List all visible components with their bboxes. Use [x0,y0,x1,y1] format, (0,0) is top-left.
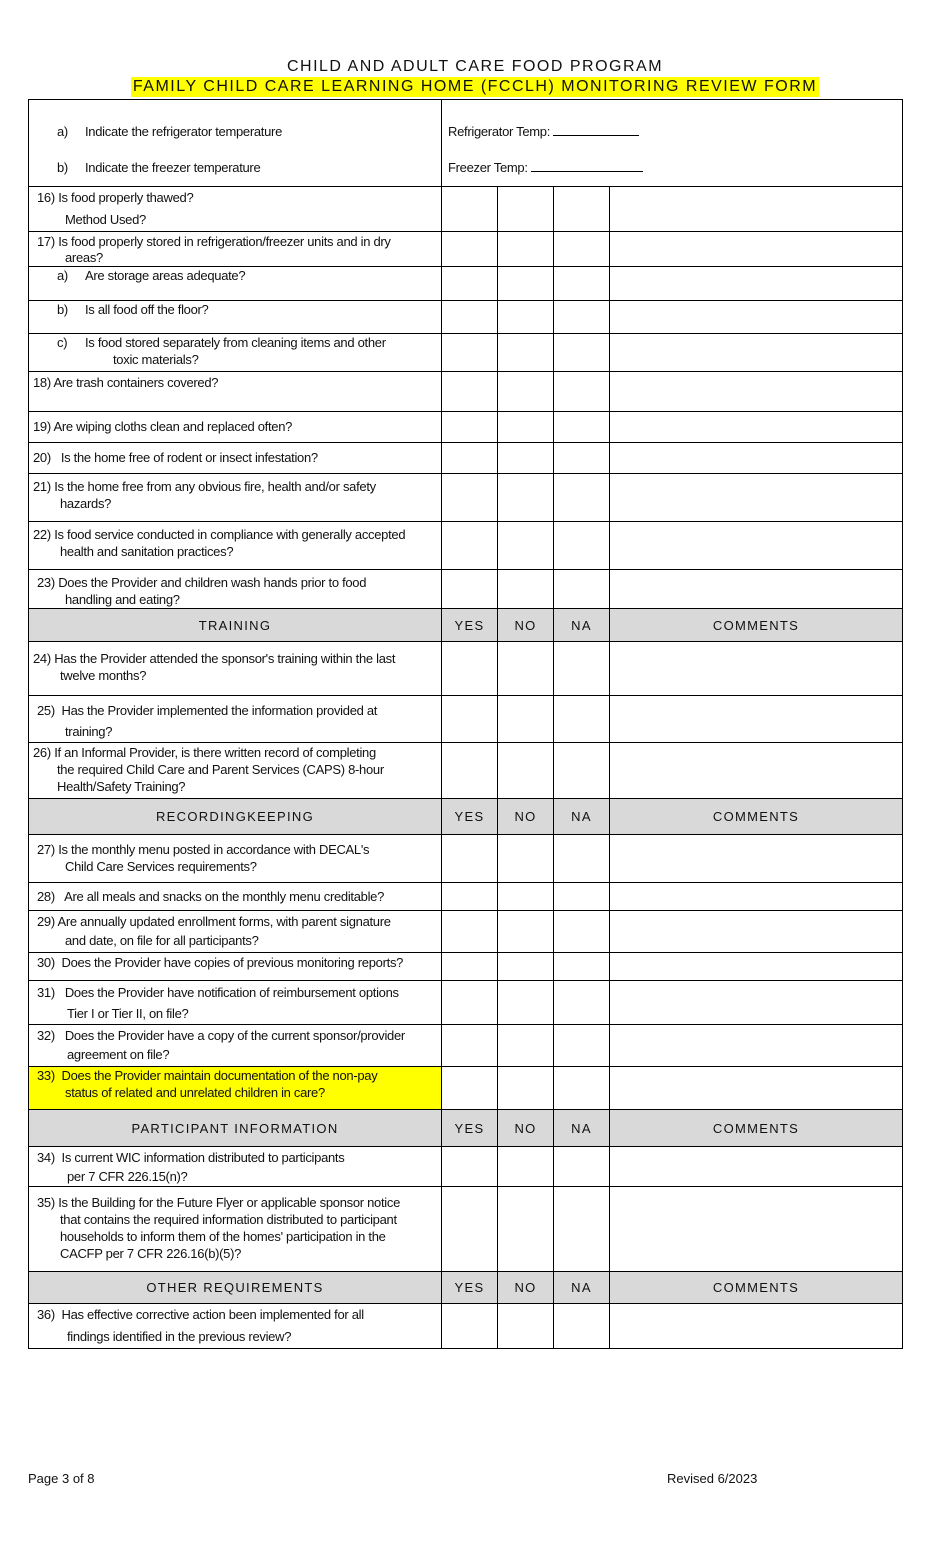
question-row-35: 35) Is the Building for the Future Flyer or applicable sponsor notice that contains the required information distributed to participant households to inform them of the homes' participation in the CACFP per 7 CFR 226.16(b)(5)? [29,1187,903,1272]
yes-cell[interactable] [442,1025,498,1067]
no-cell[interactable] [498,1304,554,1349]
yes-cell[interactable] [442,570,498,609]
comments-cell[interactable] [610,267,903,301]
column-yes: YES [442,799,498,835]
na-cell[interactable] [554,443,610,474]
yes-cell[interactable] [442,474,498,522]
comments-cell[interactable] [610,696,903,743]
yes-cell[interactable] [442,443,498,474]
na-cell[interactable] [554,187,610,232]
na-cell[interactable] [554,412,610,443]
na-cell[interactable] [554,743,610,799]
yes-cell[interactable] [442,953,498,981]
question-row-29: 29) Are annually updated enrollment forms, with parent signature and date, on file for all participants? [29,911,903,953]
freezer-temp-question: b) Indicate the freezer temperature [57,160,261,175]
na-cell[interactable] [554,334,610,372]
na-cell[interactable] [554,835,610,883]
no-cell[interactable] [498,696,554,743]
comments-cell[interactable] [610,1187,903,1272]
no-cell[interactable] [498,1187,554,1272]
comments-cell[interactable] [610,570,903,609]
comments-cell[interactable] [610,187,903,232]
question-row-22: 22) Is food service conducted in compliance with generally accepted health and sanitation practices? [29,522,903,570]
question-row-34: 34) Is current WIC information distributed to participants per 7 CFR 226.15(n)? [29,1147,903,1187]
no-cell[interactable] [498,301,554,334]
no-cell[interactable] [498,911,554,953]
question-row-20: 20) Is the home free of rodent or insect infestation? [29,443,903,474]
yes-cell[interactable] [442,743,498,799]
section-title-other: OTHER REQUIREMENTS [29,1272,442,1304]
comments-cell[interactable] [610,1025,903,1067]
column-yes: YES [442,609,498,642]
yes-cell[interactable] [442,1147,498,1187]
column-yes: YES [442,1110,498,1147]
column-comments: COMMENTS [610,609,903,642]
question-row-28: 28) Are all meals and snacks on the monthly menu creditable? [29,883,903,911]
section-header-other [29,1272,903,1304]
question-row-32: 32) Does the Provider have a copy of the current sponsor/provider agreement on file? [29,1025,903,1067]
program-title: CHILD AND ADULT CARE FOOD PROGRAM [286,58,664,75]
question-row-25: 25) Has the Provider implemented the information provided at training? [29,696,903,743]
no-cell[interactable] [498,953,554,981]
na-cell[interactable] [554,1147,610,1187]
yes-cell[interactable] [442,1187,498,1272]
question-row-17: 17) Is food properly stored in refrigeration/freezer units and in dry areas? [29,232,903,267]
column-na: NA [554,609,610,642]
question-row-27: 27) Is the monthly menu posted in accordance with DECAL's Child Care Services requirements? [29,835,903,883]
comments-cell[interactable] [610,372,903,412]
yes-cell[interactable] [442,267,498,301]
question-row-18: 18) Are trash containers covered? [29,372,903,412]
question-row-31: 31) Does the Provider have notification of reimbursement options Tier I or Tier II, on file? [29,981,903,1025]
section-title-recordkeeping: RECORDINGKEEPING [29,799,442,835]
column-na: NA [554,1272,610,1304]
question-row-17a: a) Are storage areas adequate? [29,267,903,301]
question-row-26: 26) If an Informal Provider, is there written record of completing the required Child Care and Parent Services (CAPS) 8-hour Health/Safety Training? [29,743,903,799]
monitoring-table [28,99,903,1349]
no-cell[interactable] [498,412,554,443]
yes-cell[interactable] [442,412,498,443]
na-cell[interactable] [554,522,610,570]
column-no: NO [498,1272,554,1304]
refrigerator-temp-field[interactable]: Refrigerator Temp: [448,114,902,150]
comments-cell[interactable] [610,911,903,953]
no-cell[interactable] [498,443,554,474]
question-row-24: 24) Has the Provider attended the sponsor's training within the last twelve months? [29,642,903,696]
na-cell[interactable] [554,1067,610,1110]
na-cell[interactable] [554,1304,610,1349]
no-cell[interactable] [498,642,554,696]
question-row-19: 19) Are wiping cloths clean and replaced often? [29,412,903,443]
freezer-temp-field[interactable]: Freezer Temp: [448,150,902,186]
na-cell[interactable] [554,1025,610,1067]
no-cell[interactable] [498,372,554,412]
no-cell[interactable] [498,1147,554,1187]
question-row-16: 16) Is food properly thawed? Method Used? [29,187,903,232]
yes-cell[interactable] [442,642,498,696]
no-cell[interactable] [498,883,554,911]
comments-cell[interactable] [610,642,903,696]
na-cell[interactable] [554,267,610,301]
yes-cell[interactable] [442,372,498,412]
na-cell[interactable] [554,642,610,696]
question-row-30: 30) Does the Provider have copies of previous monitoring reports? [29,953,903,981]
comments-cell[interactable] [610,835,903,883]
yes-cell[interactable] [442,187,498,232]
question-row-36: 36) Has effective corrective action been implemented for all findings identified in the previous review? [29,1304,903,1349]
yes-cell[interactable] [442,696,498,743]
na-cell[interactable] [554,570,610,609]
na-cell[interactable] [554,696,610,743]
na-cell[interactable] [554,301,610,334]
column-comments: COMMENTS [610,1272,903,1304]
temperature-row [29,100,903,187]
yes-cell[interactable] [442,883,498,911]
comments-cell[interactable] [610,443,903,474]
yes-cell[interactable] [442,1067,498,1110]
comments-cell[interactable] [610,412,903,443]
yes-cell[interactable] [442,835,498,883]
no-cell[interactable] [498,334,554,372]
question-row-17c: c) Is food stored separately from cleaning items and other toxic materials? [29,334,903,372]
column-comments: COMMENTS [610,1110,903,1147]
form-title: FAMILY CHILD CARE LEARNING HOME (FCCLH) MONITORING REVIEW FORM [132,78,818,95]
yes-cell[interactable] [442,1304,498,1349]
column-na: NA [554,799,610,835]
no-cell[interactable] [498,835,554,883]
no-cell[interactable] [498,1025,554,1067]
no-cell[interactable] [498,232,554,267]
yes-cell[interactable] [442,301,498,334]
comments-cell[interactable] [610,883,903,911]
column-no: NO [498,609,554,642]
column-comments: COMMENTS [610,799,903,835]
na-cell[interactable] [554,911,610,953]
yes-cell[interactable] [442,334,498,372]
no-cell[interactable] [498,981,554,1025]
na-cell[interactable] [554,981,610,1025]
no-cell[interactable] [498,1067,554,1110]
question-row-23: 23) Does the Provider and children wash hands prior to food handling and eating? [29,570,903,609]
yes-cell[interactable] [442,981,498,1025]
comments-cell[interactable] [610,301,903,334]
column-no: NO [498,1110,554,1147]
yes-cell[interactable] [442,522,498,570]
comments-cell[interactable] [610,743,903,799]
comments-cell[interactable] [610,1067,903,1110]
comments-cell[interactable] [610,474,903,522]
column-no: NO [498,799,554,835]
section-header-participant [29,1110,903,1147]
na-cell[interactable] [554,474,610,522]
question-row-21: 21) Is the home free from any obvious fire, health and/or safety hazards? [29,474,903,522]
question-row-33: 33) Does the Provider maintain documentation of the non-pay status of related and unrelated children in care? [29,1067,903,1110]
form-header [0,56,950,97]
comments-cell[interactable] [610,953,903,981]
na-cell[interactable] [554,883,610,911]
no-cell[interactable] [498,570,554,609]
no-cell[interactable] [498,267,554,301]
section-title-participant: PARTICIPANT INFORMATION [29,1110,442,1147]
comments-cell[interactable] [610,232,903,267]
yes-cell[interactable] [442,911,498,953]
revision-date: Revised 6/2023 [667,1471,758,1486]
comments-cell[interactable] [610,334,903,372]
yes-cell[interactable] [442,232,498,267]
no-cell[interactable] [498,522,554,570]
section-header-training [29,609,903,642]
question-row-17b: b) Is all food off the floor? [29,301,903,334]
comments-cell[interactable] [610,1147,903,1187]
na-cell[interactable] [554,232,610,267]
na-cell[interactable] [554,1187,610,1272]
column-na: NA [554,1110,610,1147]
no-cell[interactable] [498,187,554,232]
comments-cell[interactable] [610,981,903,1025]
comments-cell[interactable] [610,1304,903,1349]
no-cell[interactable] [498,743,554,799]
comments-cell[interactable] [610,522,903,570]
page-number: Page 3 of 8 [28,1471,95,1486]
no-cell[interactable] [498,474,554,522]
na-cell[interactable] [554,372,610,412]
column-yes: YES [442,1272,498,1304]
na-cell[interactable] [554,953,610,981]
refrigerator-temp-question: a) Indicate the refrigerator temperature [57,124,283,139]
section-header-recordkeeping [29,799,903,835]
section-title-training: TRAINING [29,609,442,642]
